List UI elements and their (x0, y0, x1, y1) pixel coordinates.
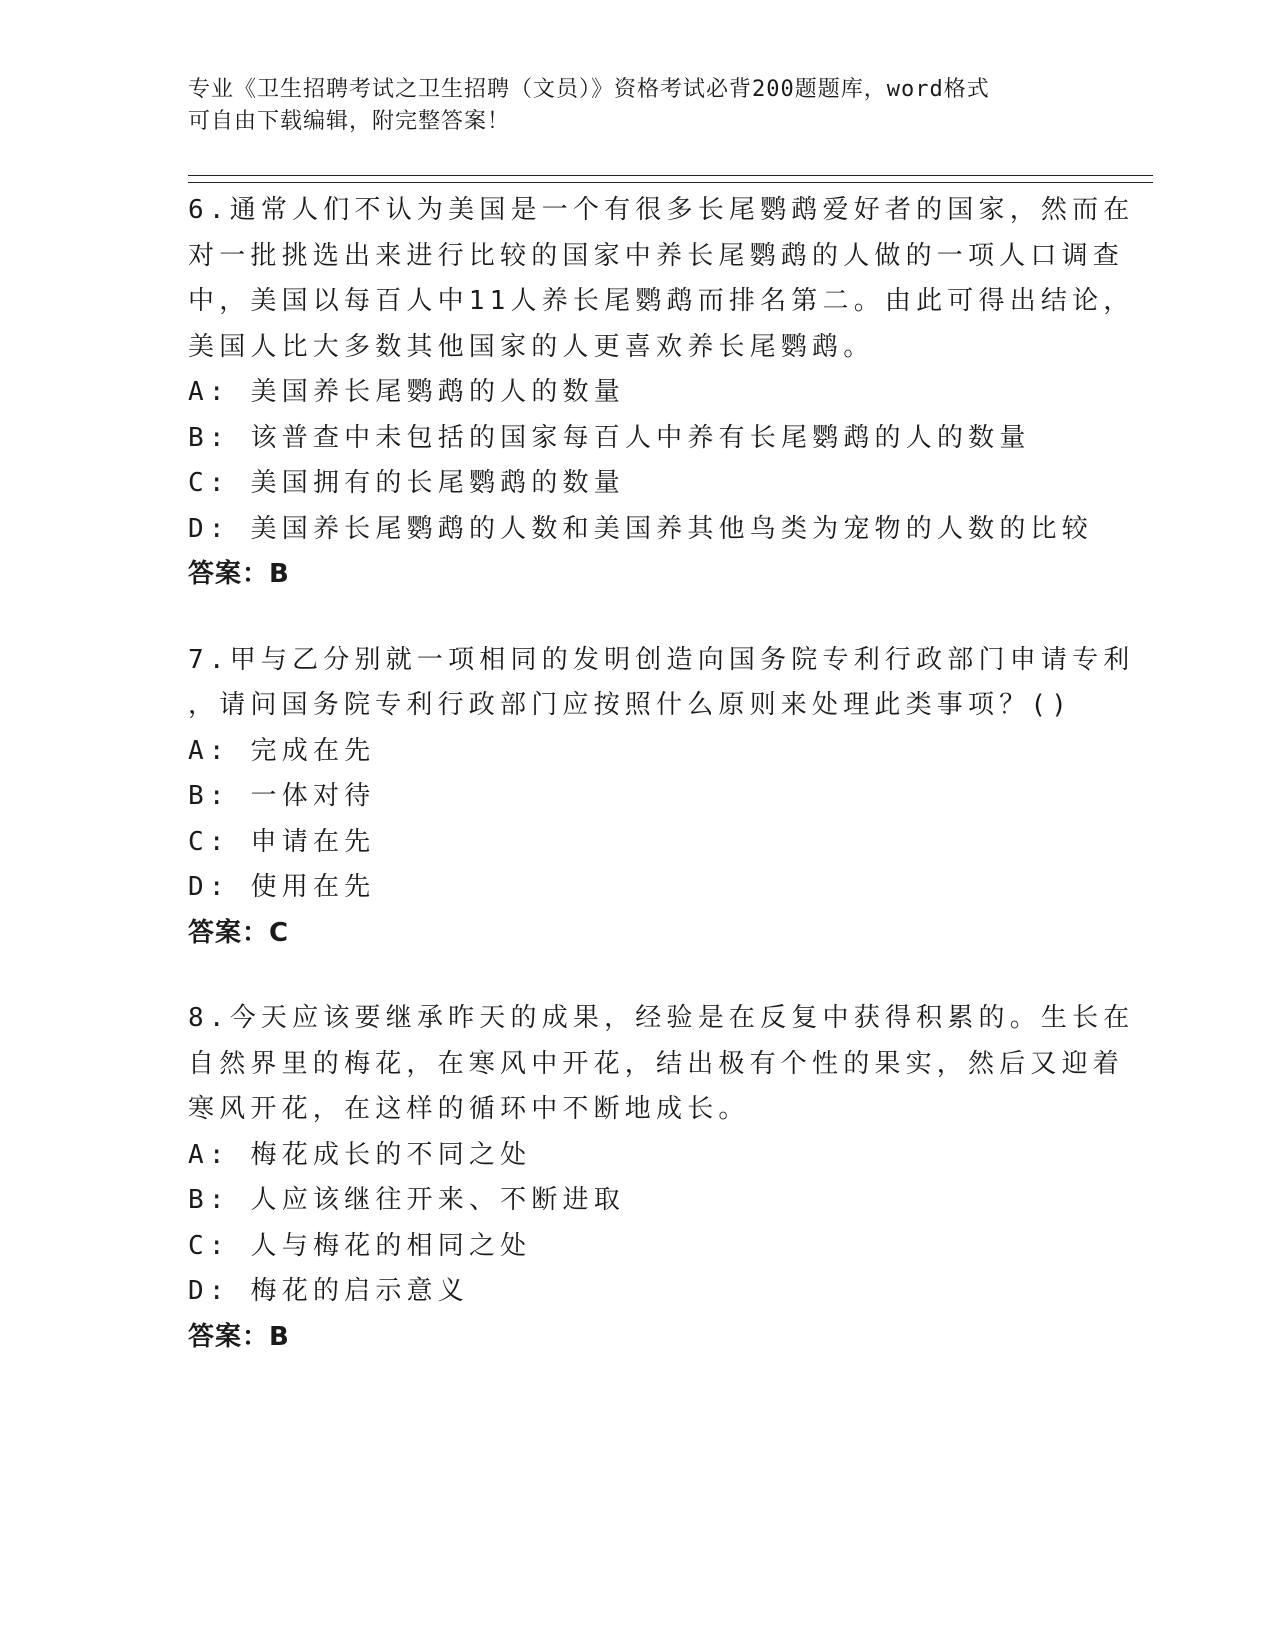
answer: 答案：C (188, 917, 290, 948)
answer: 答案：B (188, 1321, 290, 1352)
question-list (188, 188, 1153, 1360)
document-header (188, 74, 1088, 138)
option-b: B: 该普查中未包括的国家每百人中养有长尾鹦鹉的人的数量 (188, 422, 1031, 453)
question-6 (188, 188, 1153, 598)
header-line: 可自由下载编辑，附完整答案！ (188, 109, 511, 134)
option-b: B: 一体对待 (188, 781, 376, 811)
header-divider (188, 182, 1153, 183)
option-c: C: 美国拥有的长尾鹦鹉的数量 (188, 468, 625, 498)
header-divider (188, 175, 1153, 176)
question-7 (188, 638, 1153, 957)
option-a: A: 梅花成长的不同之处 (188, 1139, 532, 1170)
question-text: 7.甲与乙分别就一项相同的发明创造向国务院专利行政部门申请专利 (188, 644, 1135, 675)
question-text: 寒风开花，在这样的循环中不断地成长。 (188, 1094, 750, 1124)
question-text: ，请问国务院专利行政部门应按照什么原则来处理此类事项？() (188, 690, 1073, 720)
option-b: B: 人应该继往开来、不断进取 (188, 1185, 625, 1215)
question-text: 中，美国以每百人中11人养长尾鹦鹉而排名第二。由此可得出结论， (188, 286, 1135, 316)
question-text: 美国人比大多数其他国家的人更喜欢养长尾鹦鹉。 (188, 331, 875, 362)
answer: 答案：B (188, 559, 290, 589)
question-text: 对一批挑选出来进行比较的国家中养长尾鹦鹉的人做的一项人口调查 (188, 240, 1125, 271)
question-text: 6.通常人们不认为美国是一个有很多长尾鹦鹉爱好者的国家，然而在 (188, 195, 1135, 225)
question-text: 8.今天应该要继承昨天的成果，经验是在反复中获得积累的。生长在 (188, 1003, 1135, 1033)
header-line: 专业《卫生招聘考试之卫生招聘（文员）》资格考试必背200题题库，word格式 (188, 77, 990, 102)
option-d: D: 梅花的启示意义 (188, 1276, 469, 1306)
question-8 (188, 996, 1153, 1360)
option-c: C: 人与梅花的相同之处 (188, 1230, 532, 1261)
option-a: A: 完成在先 (188, 735, 376, 766)
option-c: C: 申请在先 (188, 826, 376, 857)
option-d: D: 美国养长尾鹦鹉的人数和美国养其他鸟类为宠物的人数的比较 (188, 513, 1093, 544)
option-a: A: 美国养长尾鹦鹉的人的数量 (188, 377, 625, 407)
option-d: D: 使用在先 (188, 872, 376, 902)
question-text: 自然界里的梅花，在寒风中开花，结出极有个性的果实，然后又迎着 (188, 1048, 1125, 1079)
